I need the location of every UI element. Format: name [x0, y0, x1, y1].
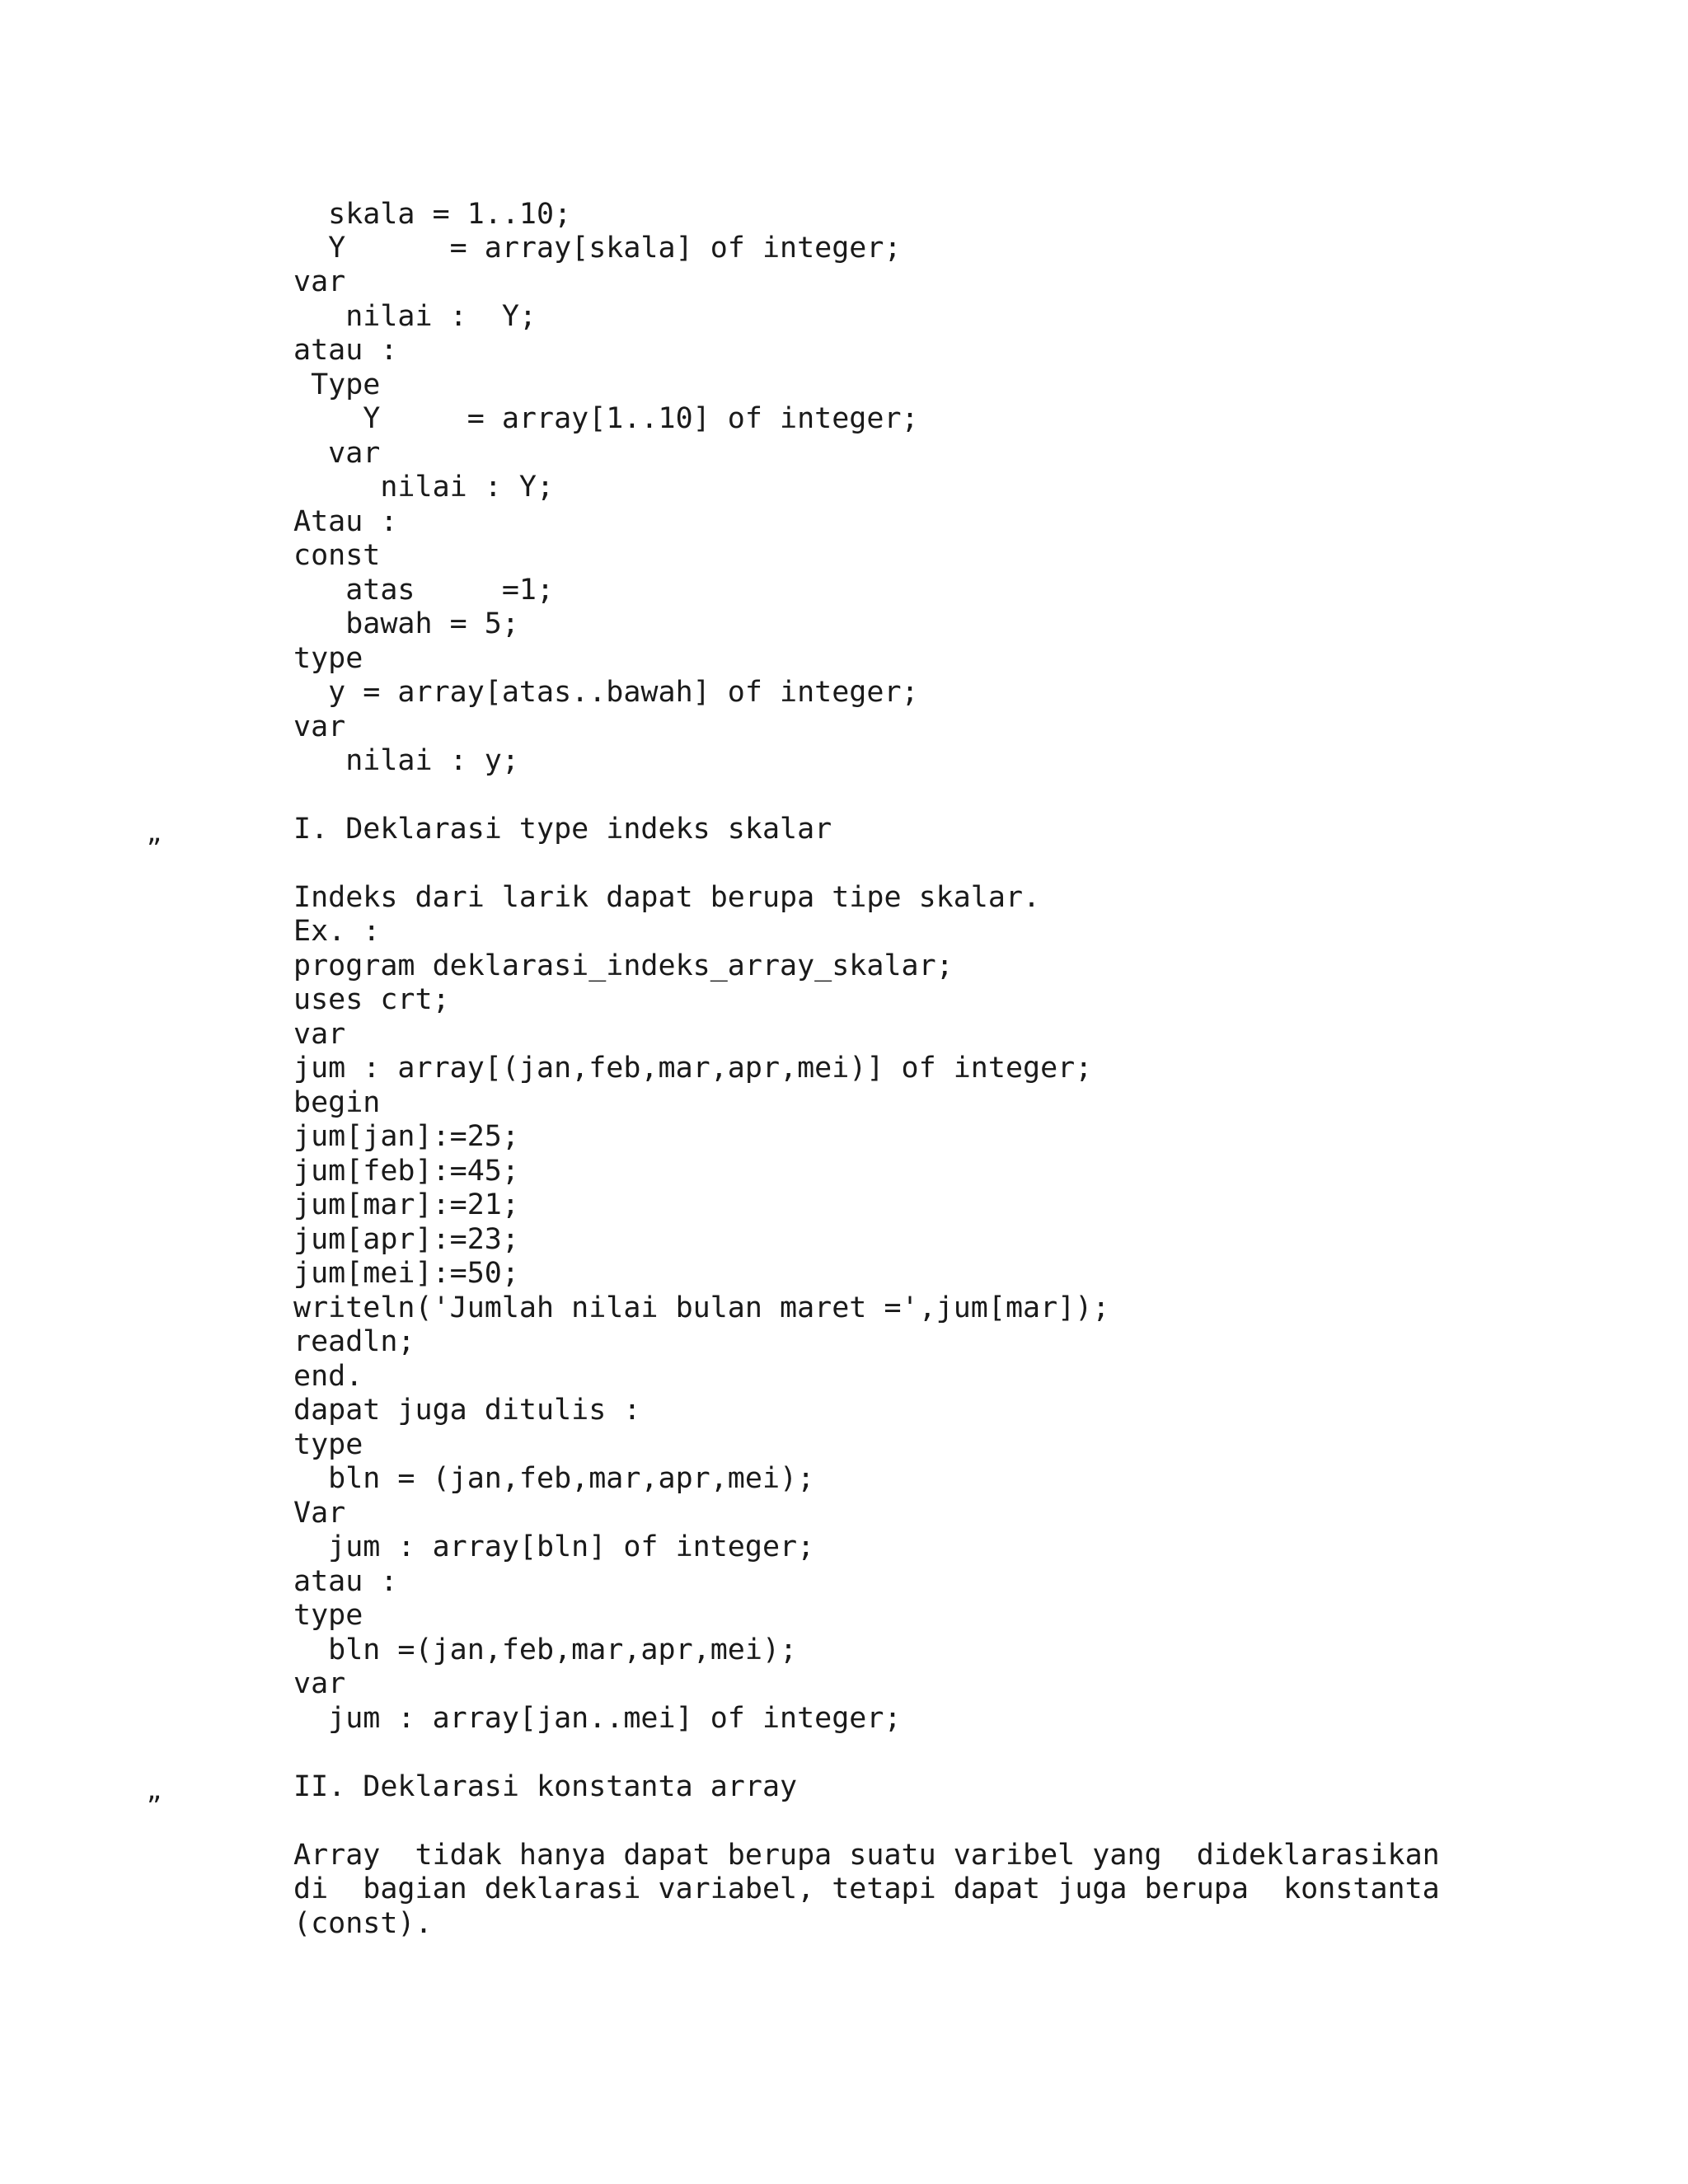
code-line: Atau :	[293, 505, 398, 538]
code-line: jum[mar]:=21;	[293, 1188, 519, 1221]
code-line: uses crt;	[293, 983, 450, 1016]
text-line: Array tidak hanya dapat berupa suatu varibel yang dideklarasikan	[293, 1839, 1440, 1872]
code-line: var	[293, 710, 346, 743]
code-line: var	[293, 265, 346, 298]
code-line: bln = (jan,feb,mar,apr,mei);	[293, 1462, 815, 1495]
code-line: end.	[293, 1360, 363, 1393]
bullet-mark: „	[147, 1774, 162, 1807]
code-line: y = array[atas..bawah] of integer;	[293, 676, 919, 709]
code-line: writeln('Jumlah nilai bulan maret =',jum[mar]);	[293, 1291, 1110, 1324]
code-line: var	[293, 1018, 346, 1051]
code-line: begin	[293, 1086, 381, 1119]
code-line: var	[293, 437, 381, 470]
code-line: Var	[293, 1497, 346, 1530]
code-line: atas =1;	[293, 574, 555, 607]
code-line: type	[293, 1599, 363, 1632]
bullet-mark: „	[147, 816, 162, 849]
code-line: Y = array[1..10] of integer;	[293, 402, 919, 435]
section-heading: I. Deklarasi type indeks skalar	[293, 813, 832, 846]
code-line: jum : array[bln] of integer;	[293, 1530, 815, 1563]
code-line: bln =(jan,feb,mar,apr,mei);	[293, 1633, 798, 1666]
code-line: bawah = 5;	[293, 607, 519, 640]
code-line: type	[293, 642, 363, 675]
code-line: atau :	[293, 334, 398, 367]
code-line: jum[apr]:=23;	[293, 1223, 519, 1256]
text-line: Indeks dari larik dapat berupa tipe skalar.	[293, 881, 1041, 914]
code-line: program deklarasi_indeks_array_skalar;	[293, 949, 954, 982]
code-line: jum[jan]:=25;	[293, 1120, 519, 1153]
text-line: (const).	[293, 1907, 433, 1940]
code-line: jum[mei]:=50;	[293, 1257, 519, 1290]
text-line: di bagian deklarasi variabel, tetapi dapat juga berupa konstanta	[293, 1872, 1440, 1905]
code-line: const	[293, 539, 381, 572]
code-line: type	[293, 1428, 363, 1461]
code-line: jum : array[jan..mei] of integer;	[293, 1702, 902, 1735]
code-line: skala = 1..10;	[293, 198, 572, 231]
code-line: Ex. :	[293, 915, 381, 948]
section-heading: II. Deklarasi konstanta array	[293, 1770, 798, 1803]
code-line: jum : array[(jan,feb,mar,apr,mei)] of integer;	[293, 1052, 1093, 1085]
code-line: nilai : y;	[293, 744, 519, 777]
text-line: atau :	[293, 1565, 398, 1598]
code-line: nilai : Y;	[293, 300, 537, 333]
code-line: var	[293, 1667, 346, 1700]
code-line: readln;	[293, 1325, 415, 1358]
code-line: Type	[293, 368, 381, 401]
code-line: jum[feb]:=45;	[293, 1155, 519, 1188]
code-line: nilai : Y;	[293, 471, 555, 504]
code-line: Y = array[skala] of integer;	[293, 232, 902, 265]
text-line: dapat juga ditulis :	[293, 1394, 641, 1427]
